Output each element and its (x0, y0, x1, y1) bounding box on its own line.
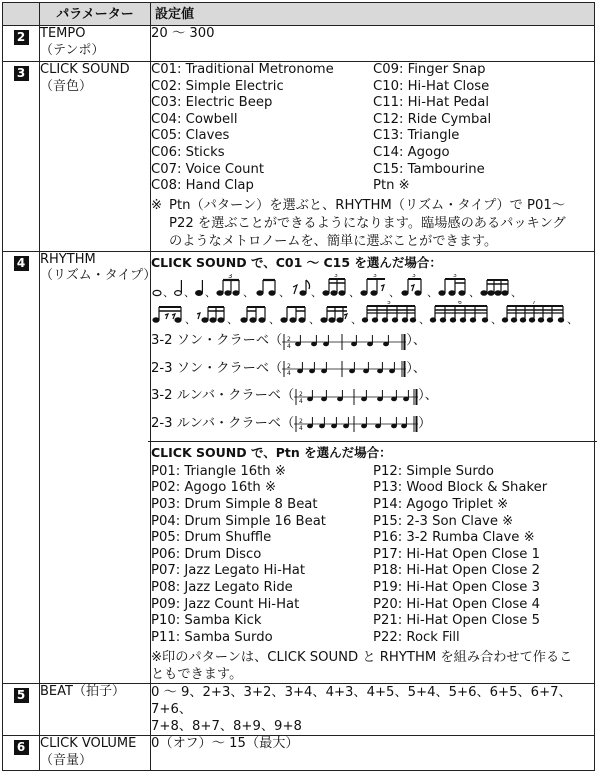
list-item: C06: Sticks (151, 144, 225, 160)
svg-text:3: 3 (228, 274, 233, 281)
svg-text:4: 4 (287, 342, 292, 350)
svg-text:、: 、 (469, 286, 480, 300)
list-item: C01: Traditional Metronome (151, 62, 334, 77)
svg-text:、: 、 (511, 286, 522, 300)
list-item: P16: 3-2 Rumba Clave ※ (373, 530, 535, 546)
svg-text:、: 、 (185, 313, 196, 327)
list-item: C15: Tambourine (373, 161, 485, 177)
list-item: P09: Jazz Count Hi-Hat (151, 596, 300, 612)
svg-text:3: 3 (453, 274, 457, 280)
clave-close: ）、 (406, 333, 427, 349)
list-item: C11: Hi-Hat Pedal (373, 95, 490, 111)
svg-text:4: 4 (299, 425, 303, 432)
svg-text:、: 、 (389, 286, 400, 300)
list-item: P10: Samba Kick (151, 613, 262, 629)
clave-label: 3-2 ソン・クラーベ（ (151, 333, 283, 349)
svg-text:、: 、 (243, 286, 254, 300)
svg-text:、: 、 (567, 313, 578, 327)
param-name: CLICK SOUND (40, 62, 130, 77)
beat-values-line: 7+8、8+7、8+9、9+8 (151, 719, 302, 735)
click-sound-list (151, 62, 594, 195)
list-item: P07: Jazz Legato Hi-Hat (151, 563, 305, 579)
list-item: C08: Hand Clap (151, 178, 254, 194)
beat-values-line: 0 ～ 9、2+3、3+2、3+4、4+3、4+5、5+4、5+6、6+5、6+7、7+6、 (151, 685, 572, 718)
header-blank (3, 3, 40, 26)
list-item: P21: Hi-Hat Open Close 5 (373, 613, 540, 629)
list-item: P11: Samba Surdo (151, 629, 273, 645)
list-item: P03: Drum Simple 8 Beat (151, 496, 318, 512)
header-value: 設定値 (151, 3, 595, 26)
clave-staff-icon (282, 333, 406, 351)
pattern-note (151, 649, 594, 683)
rhythm-notation-row-2 (151, 301, 594, 328)
svg-text:2: 2 (299, 390, 303, 398)
list-item: C14: Agogo (373, 144, 450, 160)
rhythm-notation-row-1 (151, 274, 594, 301)
param-subname: （音色） (40, 78, 93, 94)
clave-staff-icon (282, 360, 406, 378)
list-item: P17: Hi-Hat Open Close 1 (373, 546, 540, 562)
list-item: C05: Claves (151, 128, 230, 144)
rhythm-notation-icon (151, 301, 587, 327)
table-header (3, 3, 595, 26)
svg-text:、: 、 (184, 286, 195, 300)
svg-text:2: 2 (299, 418, 303, 425)
header-parameter: パラメーター (40, 3, 151, 26)
list-item: P01: Triangle 16th ※ (151, 463, 286, 479)
svg-text:、: 、 (419, 313, 430, 327)
row-beat (3, 684, 595, 736)
svg-text:、: 、 (205, 286, 216, 300)
pattern-list (151, 464, 594, 647)
row-click-sound (3, 62, 595, 252)
note-line: Ptn（パターン）を選ぶと、RHYTHM（リズム・タイプ）で P01～ (169, 197, 565, 213)
list-item: P14: Agogo Triplet ※ (373, 496, 509, 512)
clave-close: ）、 (406, 360, 427, 376)
clave-row (151, 383, 594, 411)
row-rhythm (3, 251, 595, 684)
param-subname: （音量） (40, 752, 93, 768)
param-subname: （リズム・タイプ） (40, 268, 157, 284)
svg-text:、: 、 (351, 313, 362, 327)
list-item: C13: Triangle (373, 128, 460, 144)
param-name: TEMPO (40, 26, 86, 41)
list-item: C02: Simple Electric (151, 78, 284, 94)
param-subname: （テンポ） (40, 42, 105, 58)
clave-label: 2-3 ソン・クラーベ（ (151, 360, 283, 376)
param-name: CLICK VOLUME (40, 736, 137, 752)
clave-row (151, 328, 594, 356)
list-item: C07: Voice Count (151, 161, 265, 177)
svg-text:、: 、 (227, 313, 238, 327)
list-item: P13: Wood Block & Shaker (373, 480, 548, 496)
note-mark: ※ (151, 197, 163, 213)
list-item: P15: 2-3 Son Clave ※ (373, 513, 514, 529)
param-name: BEAT（拍子） (40, 684, 125, 700)
list-item: P02: Agogo 16th ※ (151, 480, 277, 496)
list-item: P22: Rock Fill (373, 629, 460, 645)
svg-text:3: 3 (412, 274, 416, 280)
svg-text:、: 、 (309, 313, 320, 327)
list-item: P04: Drum Simple 16 Beat (151, 513, 326, 529)
list-item: P12: Simple Surdo (373, 463, 494, 479)
row-number-badge: 4 (14, 256, 29, 271)
list-item: Ptn ※ (373, 178, 410, 194)
list-item: C03: Electric Beep (151, 95, 273, 111)
svg-text:、: 、 (269, 313, 280, 327)
volume-value: 0（オフ）～ 15（最大） (151, 736, 299, 752)
param-name: RHYTHM (40, 251, 96, 267)
svg-text:、: 、 (311, 286, 322, 300)
list-item: P06: Drum Disco (151, 546, 262, 562)
svg-text:、: 、 (349, 286, 360, 300)
note-line: ※印のパターンは、CLICK SOUND と RHYTHM を組み合わせて作るこ (151, 650, 573, 666)
note-line: のようなメトロノームを、簡単に選ぶことができます。 (169, 233, 498, 249)
rhythm-c-heading: CLICK SOUND で、C01 ～ C15 を選んだ場合： (151, 254, 442, 270)
svg-text:7: 7 (532, 301, 536, 307)
clave-row (151, 410, 594, 438)
clave-staff-icon (294, 388, 418, 406)
tempo-value: 20 ～ 300 (151, 26, 215, 41)
list-item: C12: Ride Cymbal (373, 111, 492, 127)
svg-text:6: 6 (458, 301, 462, 307)
list-item: C09: Finger Snap (373, 62, 486, 77)
parameter-table (2, 2, 595, 771)
svg-text:5: 5 (387, 301, 391, 307)
row-tempo (3, 26, 595, 62)
clave-close: ）、 (418, 388, 438, 404)
click-sound-note (151, 197, 594, 251)
svg-text:3: 3 (373, 274, 377, 280)
list-item: P19: Hi-Hat Open Close 3 (373, 579, 540, 595)
svg-text:2: 2 (287, 335, 292, 343)
svg-text:、: 、 (491, 313, 502, 327)
list-item: P20: Hi-Hat Open Close 4 (373, 596, 540, 612)
clave-close: ） (418, 415, 432, 431)
svg-text:、: 、 (163, 286, 174, 300)
svg-text:3: 3 (334, 274, 338, 280)
svg-text:、: 、 (279, 286, 290, 300)
clave-label: 2-3 ルンバ・クラーベ（ (151, 415, 295, 431)
rhythm-ptn-heading: CLICK SOUND で、Ptn を選んだ場合： (151, 444, 392, 460)
row-number-badge: 3 (14, 66, 29, 81)
list-item: C04: Cowbell (151, 111, 238, 127)
clave-staff-icon (294, 415, 418, 433)
svg-text:、: 、 (427, 286, 438, 300)
row-number-badge: 5 (14, 688, 29, 703)
list-item: P05: Drum Shuffle (151, 530, 272, 546)
clave-row (151, 355, 594, 383)
note-line: ともできます。 (151, 667, 243, 683)
rhythm-notation-icon (151, 274, 587, 300)
clave-label: 3-2 ルンバ・クラーベ（ (151, 388, 295, 404)
list-item: P18: Hi-Hat Open Close 2 (373, 563, 540, 579)
list-item: P08: Jazz Legato Ride (151, 579, 293, 595)
note-line: P22 を選ぶことができるようになります。臨場感のあるパッキング (169, 215, 566, 231)
list-item: C10: Hi-Hat Close (373, 78, 490, 94)
svg-text:2: 2 (287, 363, 292, 370)
svg-text:4: 4 (287, 370, 292, 377)
row-number-badge: 6 (14, 740, 29, 755)
svg-text:4: 4 (299, 397, 303, 405)
row-number-badge: 2 (14, 30, 29, 45)
